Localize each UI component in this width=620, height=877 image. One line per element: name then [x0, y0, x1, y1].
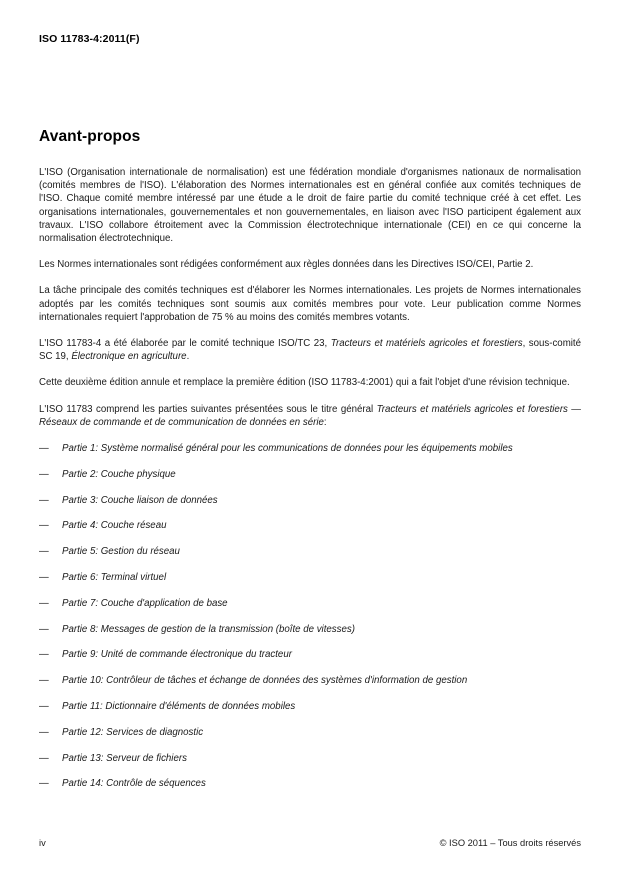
- em-dash-bullet-icon: —: [39, 675, 49, 687]
- list-item-label: Partie 14: Contrôle de séquences: [62, 778, 206, 790]
- list-item: [39, 597, 581, 610]
- list-item: [39, 545, 581, 558]
- em-dash-bullet-icon: —: [39, 572, 49, 584]
- em-dash-bullet-icon: —: [39, 468, 49, 480]
- page-footer: [39, 838, 581, 848]
- attribution-text-end: .: [186, 351, 190, 363]
- list-item-label: Partie 1: Système normalisé général pour les communications de données pour les équipements mobiles: [62, 443, 513, 455]
- em-dash-bullet-icon: —: [39, 443, 49, 455]
- attribution-text-lead: L'ISO 11783-4 a été élaborée par le comité technique ISO/TC 23,: [39, 338, 331, 350]
- list-item-label: Partie 7: Couche d'application de base: [62, 597, 228, 609]
- em-dash-bullet-icon: —: [39, 726, 49, 738]
- paragraph-edition-notice: Cette deuxième édition annule et remplace la première édition (ISO 11783-4:2001) qui a fait l'objet d'une révision technique.: [39, 377, 570, 389]
- parts-list: [39, 442, 581, 791]
- em-dash-bullet-icon: —: [39, 520, 49, 532]
- list-item: [39, 468, 581, 481]
- subcommittee-title-sc19: Électronique en agriculture: [71, 351, 187, 363]
- page-title: Avant-propos: [39, 128, 141, 145]
- list-item-label: Partie 3: Couche liaison de données: [62, 494, 218, 506]
- list-item: [39, 777, 581, 790]
- parts-intro-lead: L'ISO 11783 comprend les parties suivantes présentées sous le titre général: [39, 403, 377, 415]
- list-item: [39, 752, 581, 765]
- list-item-label: Partie 6: Terminal virtuel: [62, 572, 167, 584]
- em-dash-bullet-icon: —: [39, 701, 49, 713]
- em-dash-bullet-icon: —: [39, 623, 49, 635]
- copyright-notice: © ISO 2011 – Tous droits réservés: [439, 838, 581, 848]
- paragraph-committee-attribution: [39, 337, 581, 363]
- list-item-label: Partie 9: Unité de commande électronique du tracteur: [62, 649, 292, 661]
- paragraph-iso-introduction: L'ISO (Organisation internationale de normalisation) est une fédération mondiale d'organismes nationaux de normalisation (comités membres de l'ISO). L'élaboration des Normes internationales est en général confiée aux comités techniques de l'ISO. Chaque comité membre intéressé par une étude a le droit de faire partie du comité technique créé à cet effet. Les organisations internationales, gouvernementales et non gouvernementales, en liaison avec l'ISO participent également aux travaux. L'ISO collabore étroitement avec la Commission électrotechnique internationale (CEI) en ce qui concerne la normalisation électrotechnique.: [39, 167, 581, 245]
- paragraph-directives: Les Normes internationales sont rédigées conformément aux règles données dans les Directives ISO/CEI, Partie 2.: [39, 259, 534, 271]
- em-dash-bullet-icon: —: [39, 778, 49, 790]
- paragraph-parts-intro: [39, 403, 581, 429]
- list-item: [39, 700, 581, 713]
- list-item-label: Partie 5: Gestion du réseau: [62, 546, 180, 558]
- attribution-text-mid: , sous-comité SC 19,: [39, 338, 581, 363]
- list-item: [39, 519, 581, 532]
- list-item-label: Partie 10: Contrôleur de tâches et échange de données des systèmes d'information de gestion: [62, 675, 468, 687]
- list-item-label: Partie 2: Couche physique: [62, 468, 176, 480]
- paragraph-voting-process: La tâche principale des comités techniques est d'élaborer les Normes internationales. Les projets de Normes internationales adoptés par les comités techniques sont soumis aux comités membres pour vote. Leur publication comme Normes internationales requiert l'approbation de 75 % au moins des comités membres votants.: [39, 285, 581, 323]
- running-header: ISO 11783-4:2011(F): [39, 33, 140, 45]
- list-item-label: Partie 13: Serveur de fichiers: [62, 752, 187, 764]
- em-dash-bullet-icon: —: [39, 546, 49, 558]
- series-general-title: Tracteurs et matériels agricoles et forestiers — Réseaux de commande et de communication de données en série: [39, 403, 581, 428]
- list-item: [39, 623, 581, 636]
- page-content: [39, 128, 581, 803]
- list-item-label: Partie 4: Couche réseau: [62, 520, 167, 532]
- list-item: [39, 442, 581, 455]
- em-dash-bullet-icon: —: [39, 752, 49, 764]
- list-item-label: Partie 11: Dictionnaire d'éléments de données mobiles: [62, 701, 296, 713]
- list-item: [39, 674, 581, 687]
- em-dash-bullet-icon: —: [39, 494, 49, 506]
- em-dash-bullet-icon: —: [39, 597, 49, 609]
- list-item: [39, 571, 581, 584]
- em-dash-bullet-icon: —: [39, 649, 49, 661]
- list-item-label: Partie 8: Messages de gestion de la transmission (boîte de vitesses): [62, 623, 355, 635]
- list-item: [39, 494, 581, 507]
- page-number: iv: [39, 838, 46, 848]
- parts-intro-end: :: [323, 416, 327, 428]
- list-item-label: Partie 12: Services de diagnostic: [62, 726, 204, 738]
- list-item: [39, 648, 581, 661]
- committee-title-tc23: Tracteurs et matériels agricoles et forestiers: [330, 338, 523, 350]
- list-item: [39, 726, 581, 739]
